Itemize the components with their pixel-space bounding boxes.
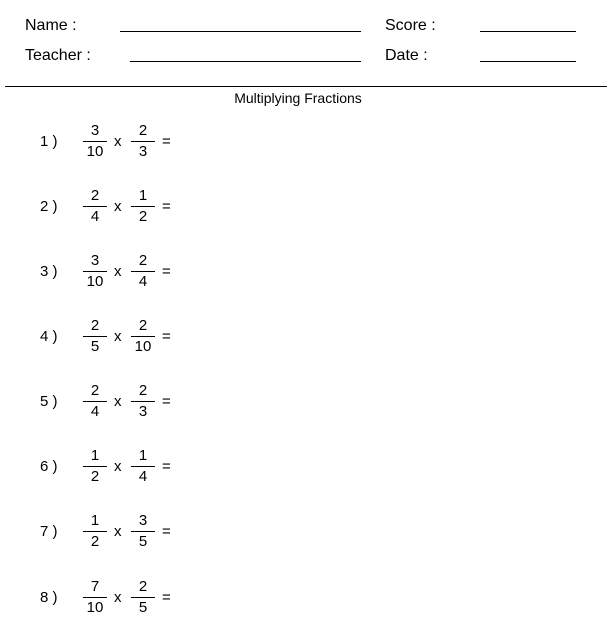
- fraction-first: [82, 121, 108, 161]
- numerator: 3: [90, 252, 100, 269]
- score-label: Score :: [385, 17, 436, 34]
- multiply-sign: x: [114, 328, 122, 345]
- multiply-sign: x: [114, 589, 122, 606]
- denominator: 10: [86, 273, 104, 290]
- numerator: 7: [90, 578, 100, 595]
- problem-number: 8 ): [40, 589, 58, 606]
- name-label: Name :: [25, 17, 77, 34]
- equals-sign: =: [162, 523, 171, 540]
- equals-sign: =: [162, 589, 171, 606]
- problem-number: 6 ): [40, 458, 58, 475]
- numerator: 2: [138, 122, 148, 139]
- numerator: 1: [90, 447, 100, 464]
- problem-number: 7 ): [40, 523, 58, 540]
- equals-sign: =: [162, 328, 171, 345]
- denominator: 4: [90, 403, 100, 420]
- denominator: 10: [86, 599, 104, 616]
- denominator: 2: [90, 468, 100, 485]
- fraction-first: [82, 446, 108, 486]
- numerator: 2: [90, 382, 100, 399]
- equals-sign: =: [162, 133, 171, 150]
- denominator: 4: [138, 273, 148, 290]
- equals-sign: =: [162, 458, 171, 475]
- multiply-sign: x: [114, 198, 122, 215]
- fraction-first: [82, 316, 108, 356]
- fraction-second: [130, 186, 156, 226]
- fraction-second: [130, 251, 156, 291]
- numerator: 2: [90, 187, 100, 204]
- multiply-sign: x: [114, 523, 122, 540]
- problem-number: 2 ): [40, 198, 58, 215]
- numerator: 1: [138, 447, 148, 464]
- numerator: 2: [138, 578, 148, 595]
- denominator: 2: [90, 533, 100, 550]
- problem-item: [0, 316, 612, 360]
- problem-item: [0, 577, 612, 621]
- problem-item: [0, 251, 612, 295]
- worksheet-title: Multiplying Fractions: [234, 90, 362, 106]
- problem-number: 1 ): [40, 133, 58, 150]
- multiply-sign: x: [114, 133, 122, 150]
- problem-number: 4 ): [40, 328, 58, 345]
- equals-sign: =: [162, 393, 171, 410]
- fraction-first: [82, 381, 108, 421]
- multiply-sign: x: [114, 263, 122, 280]
- equals-sign: =: [162, 263, 171, 280]
- numerator: 2: [90, 317, 100, 334]
- denominator: 5: [138, 599, 148, 616]
- problem-number: 3 ): [40, 263, 58, 280]
- fraction-first: [82, 511, 108, 551]
- fraction-first: [82, 251, 108, 291]
- fraction-second: [130, 577, 156, 617]
- numerator: 2: [138, 252, 148, 269]
- problem-number: 5 ): [40, 393, 58, 410]
- problem-item: [0, 381, 612, 425]
- numerator: 3: [138, 512, 148, 529]
- numerator: 1: [138, 187, 148, 204]
- fraction-second: [130, 381, 156, 421]
- problem-item: [0, 186, 612, 230]
- fraction-second: [130, 121, 156, 161]
- name-field[interactable]: [120, 31, 361, 32]
- problem-item: [0, 121, 612, 165]
- header-divider: [5, 86, 607, 87]
- fraction-second: [130, 316, 156, 356]
- denominator: 4: [138, 468, 148, 485]
- denominator: 5: [90, 338, 100, 355]
- denominator: 5: [138, 533, 148, 550]
- equals-sign: =: [162, 198, 171, 215]
- fraction-second: [130, 511, 156, 551]
- denominator: 10: [86, 143, 104, 160]
- denominator: 10: [134, 338, 152, 355]
- denominator: 2: [138, 208, 148, 225]
- date-field[interactable]: [480, 61, 576, 62]
- teacher-label: Teacher :: [25, 47, 91, 64]
- teacher-field[interactable]: [130, 61, 361, 62]
- fraction-first: [82, 577, 108, 617]
- denominator: 4: [90, 208, 100, 225]
- problem-item: [0, 446, 612, 490]
- multiply-sign: x: [114, 458, 122, 475]
- fraction-first: [82, 186, 108, 226]
- numerator: 2: [138, 382, 148, 399]
- numerator: 3: [90, 122, 100, 139]
- fraction-second: [130, 446, 156, 486]
- denominator: 3: [138, 143, 148, 160]
- problem-item: [0, 511, 612, 555]
- numerator: 1: [90, 512, 100, 529]
- score-field[interactable]: [480, 31, 576, 32]
- date-label: Date :: [385, 47, 428, 64]
- multiply-sign: x: [114, 393, 122, 410]
- denominator: 3: [138, 403, 148, 420]
- numerator: 2: [138, 317, 148, 334]
